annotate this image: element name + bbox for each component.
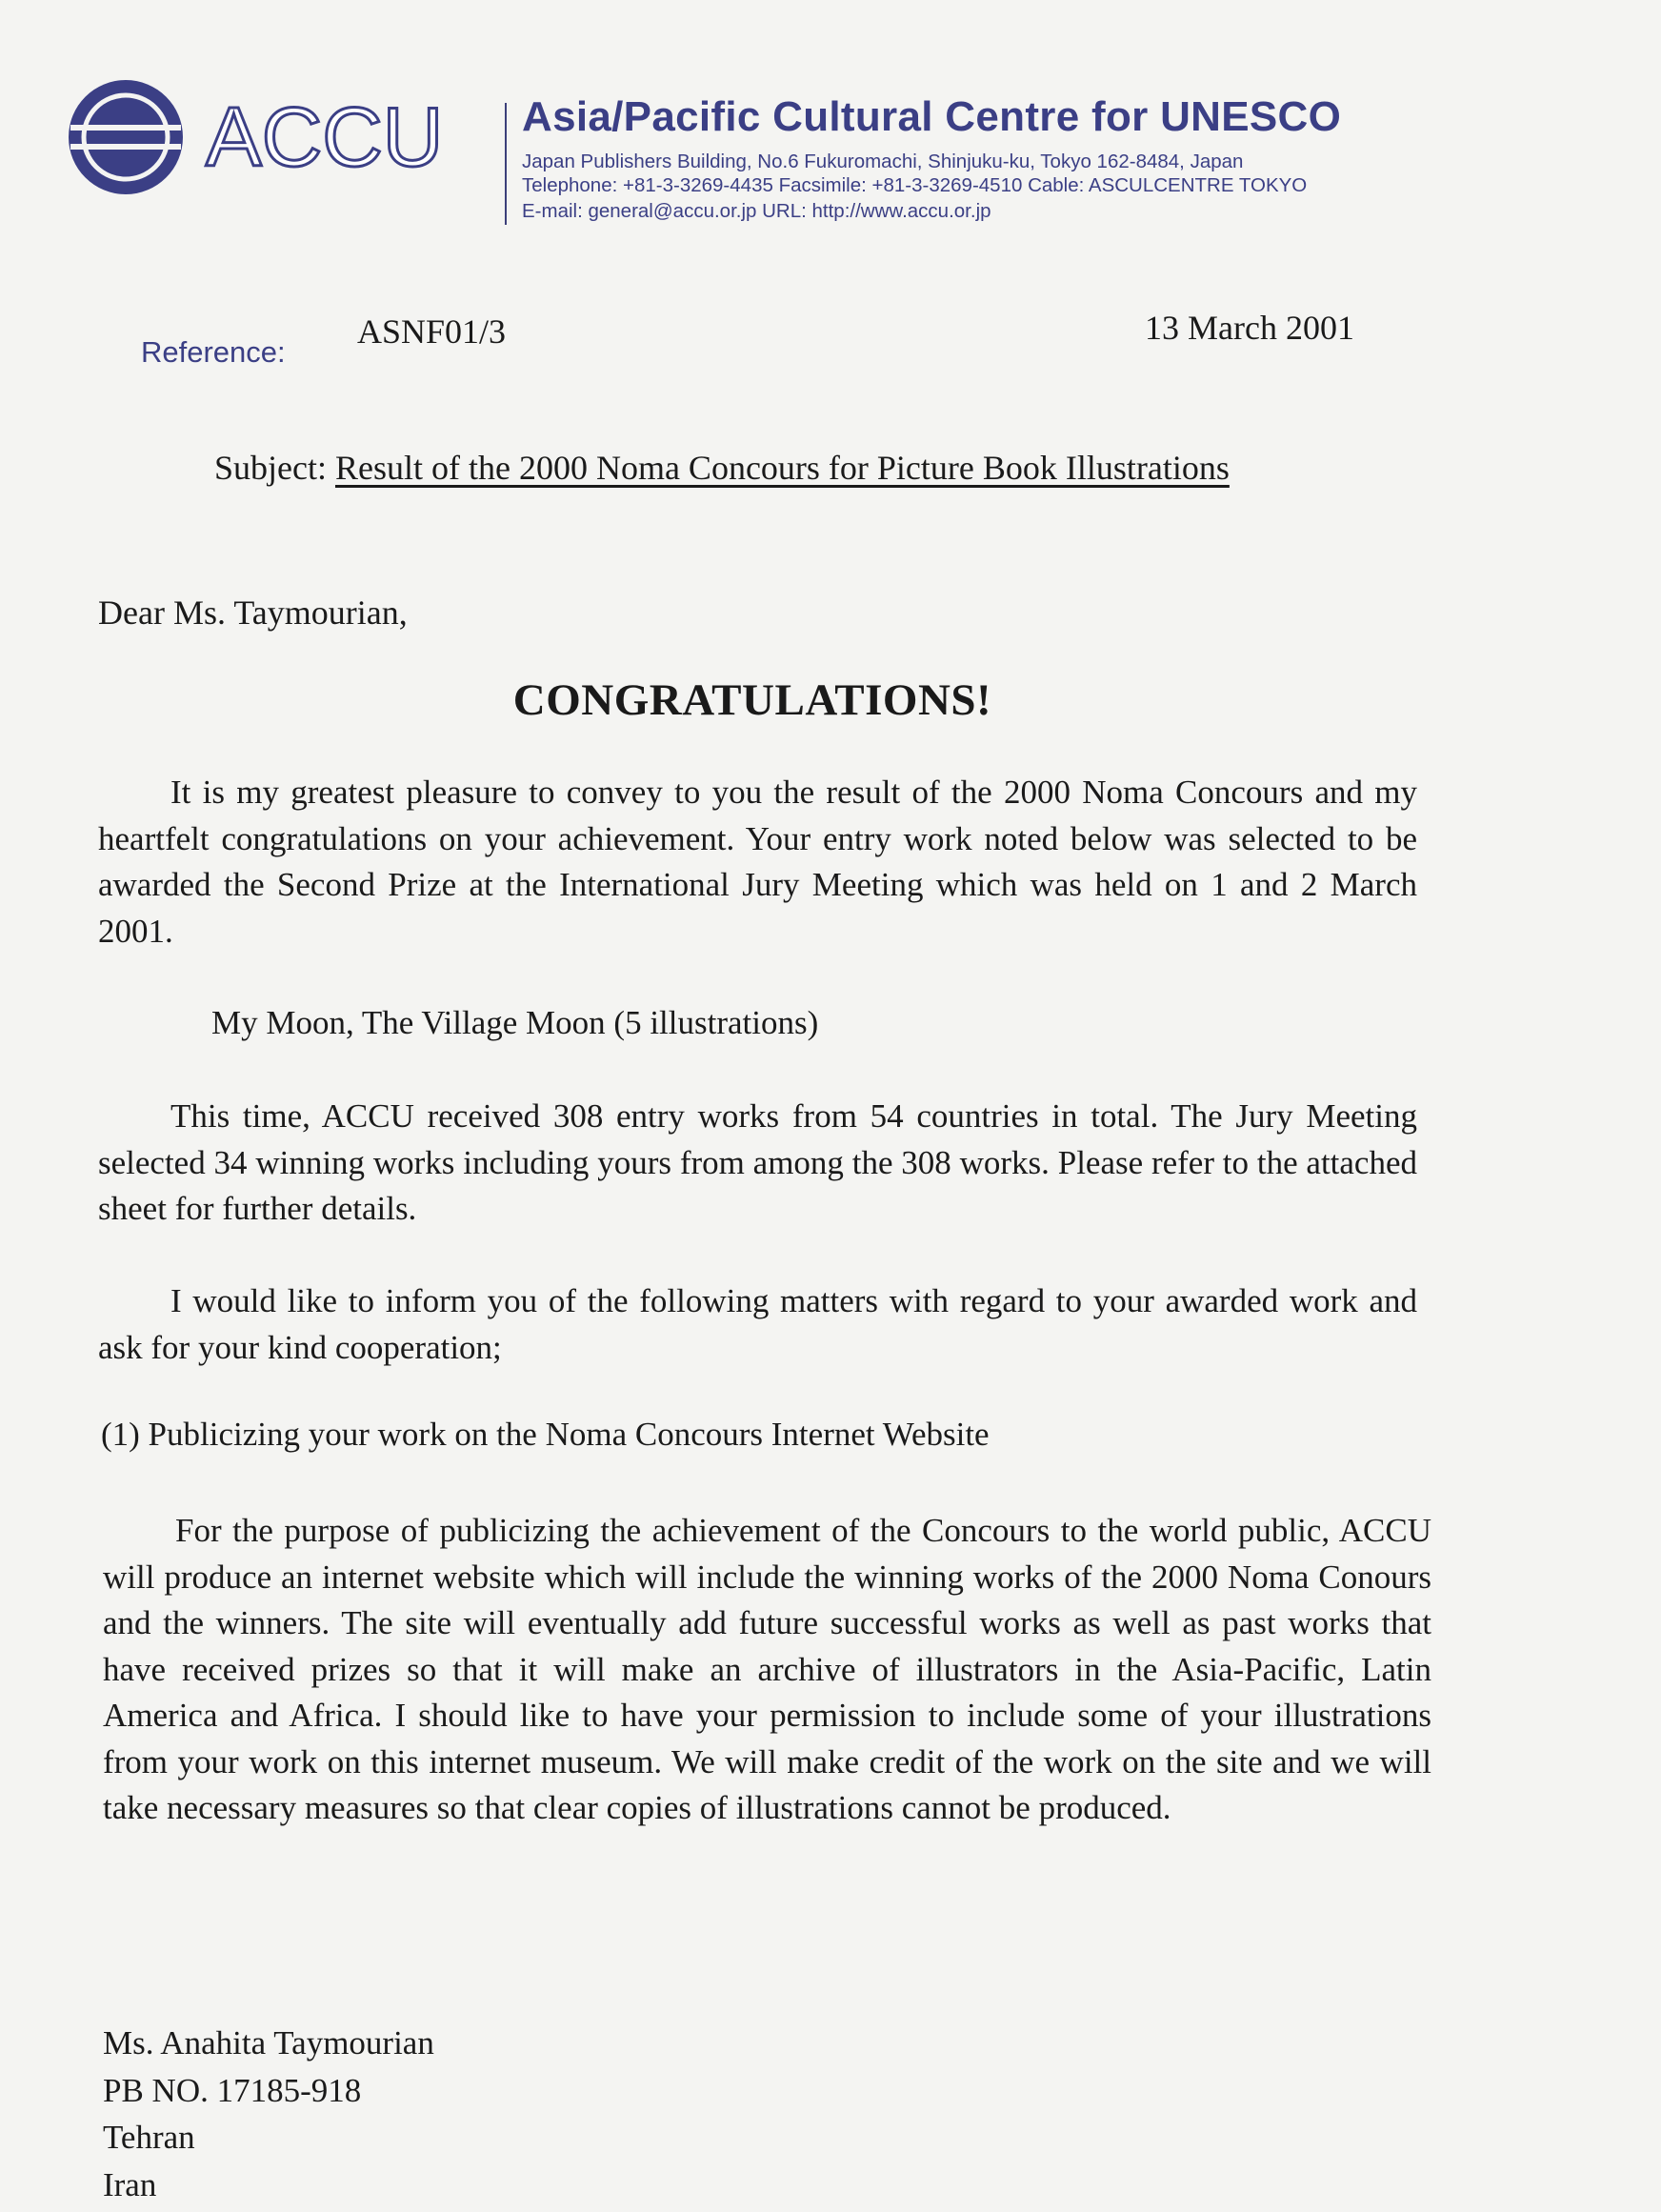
reference-value: ASNF01/3 (357, 312, 507, 351)
organization-address: Japan Publishers Building, No.6 Fukuromachi, Shinjuku-ku, Tokyo 162-8484, Japan (522, 151, 1244, 172)
recipient-pobox: PB NO. 17185-918 (103, 2071, 362, 2109)
recipient-address (103, 2020, 434, 2208)
matter-item-1: (1) Publicizing your work on the Noma Concours Internet Website (101, 1416, 990, 1453)
subject-line (214, 448, 1230, 488)
subject-label: Subject: (214, 449, 327, 487)
congratulations-heading: CONGRATULATIONS! (512, 675, 992, 725)
recipient-name: Ms. Anahita Taymourian (103, 2024, 434, 2061)
body-paragraph-2: This time, ACCU received 308 entry works from 54 countries in total. The Jury Meeting selected 34 winning works including yours from among the 308 works. Please refer to the attached sheet for further details. (98, 1097, 1417, 1227)
salutation: Dear Ms. Taymourian, (98, 593, 408, 632)
organization-name: Asia/Pacific Cultural Centre for UNESCO (522, 93, 1342, 140)
reference-label: Reference: (141, 335, 286, 369)
organization-web: E-mail: general@accu.or.jp URL: http://www.accu.or.jp (522, 200, 991, 222)
body-paragraph-4: For the purpose of publicizing the achievement of the Concours to the world public, ACCU will produce an internet website which will include the winning works of the 2000 Noma Conours and the winners. The site will eventually add future successful works as well as past works that have received prizes so that it will make an archive of illustrators in the Asia-Pacific, Latin America and Africa. I should like to have your permission to include some of your illustrations from your work on this internet museum. We will make credit of the work on the site and we will take necessary measures so that clear copies of illustrations cannot be produced. (103, 1512, 1431, 1826)
letterhead-divider (505, 103, 507, 225)
subject-text: Result of the 2000 Noma Concours for Picture Book Illustrations (334, 449, 1230, 487)
body-paragraph-3: I would like to inform you of the following matters with regard to your awarded work and ask for your kind cooperation; (98, 1282, 1417, 1366)
organization-contact: Telephone: +81-3-3269-4435 Facsimile: +81-3-3269-4510 Cable: ASCULCENTRE TOKYO (522, 174, 1308, 196)
body-paragraph-1: It is my greatest pleasure to convey to you the result of the 2000 Noma Concours and my heartfelt congratulations on your achievement. Your entry work noted below was selected to be awarded the Second Prize at the International Jury Meeting which was held on 1 and 2 March 2001. (98, 774, 1417, 950)
recipient-city: Tehran (103, 2119, 195, 2156)
awarded-work-title: My Moon, The Village Moon (5 illustrations) (211, 1004, 819, 1041)
accu-wordmark: ACCU (206, 90, 444, 184)
recipient-country: Iran (103, 2165, 157, 2203)
letter-date: 13 March 2001 (1145, 309, 1354, 347)
accu-logo (63, 70, 482, 209)
